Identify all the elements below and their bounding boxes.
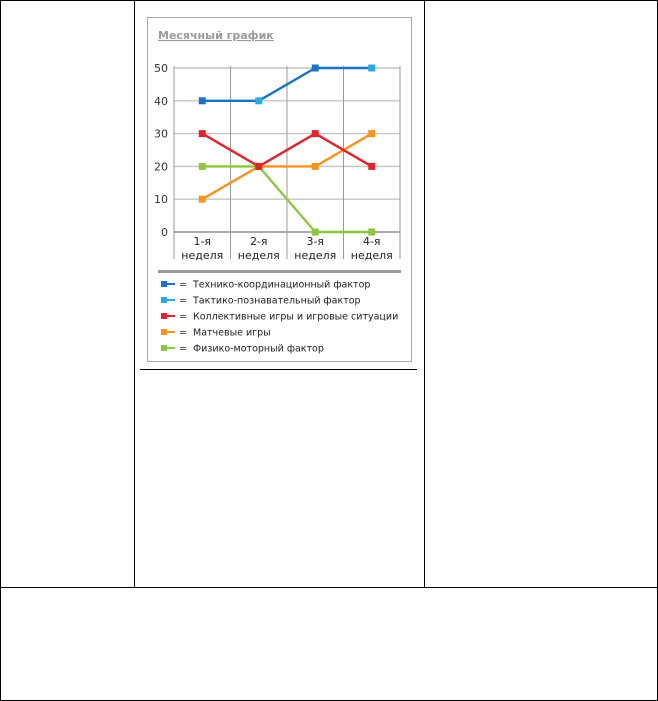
y-tick-label: 0 — [161, 226, 168, 239]
monthly-chart — [148, 18, 411, 361]
data-point-marker — [312, 229, 319, 236]
chart-title: Месячный график — [158, 29, 274, 42]
y-tick-label: 10 — [154, 193, 168, 207]
data-point-marker — [255, 97, 262, 104]
y-tick-label: 20 — [154, 160, 168, 174]
legend-label: Тактико-познавательный фактор — [193, 295, 361, 307]
table-cell-left — [0, 0, 135, 588]
x-tick-label: 4-я — [362, 235, 381, 248]
legend-equals: = — [179, 295, 188, 307]
x-tick-label: неделя — [294, 249, 337, 262]
legend-equals: = — [179, 279, 188, 291]
table-cell-bottom — [0, 587, 658, 701]
legend-label: Технико-координационный фактор — [193, 279, 371, 291]
legend-equals: = — [179, 311, 188, 323]
table-cell-right — [424, 0, 658, 588]
x-tick-label: неделя — [181, 249, 224, 262]
data-point-marker — [368, 163, 375, 170]
data-point-marker — [368, 130, 375, 137]
legend-swatch-marker — [161, 313, 167, 319]
x-tick-label: 1-я — [193, 235, 212, 248]
chart-frame — [147, 17, 412, 362]
legend-label: Матчевые игры — [193, 327, 271, 339]
data-point-marker — [255, 163, 262, 170]
x-tick-label: 3-я — [306, 235, 325, 248]
data-point-marker — [312, 65, 319, 72]
legend-swatch-marker — [161, 281, 167, 287]
chart-separator-line — [140, 369, 417, 370]
x-tick-label: неделя — [350, 249, 393, 262]
data-point-marker — [312, 130, 319, 137]
y-tick-label: 50 — [154, 62, 168, 75]
legend-equals: = — [179, 343, 188, 355]
legend-label: Физико-моторный фактор — [193, 343, 324, 355]
y-tick-label: 30 — [154, 127, 168, 141]
legend-label: Коллективные игры и игровые ситуации — [193, 311, 399, 323]
legend-swatch-marker — [161, 329, 167, 335]
legend-swatch-marker — [161, 345, 167, 351]
data-point-marker — [199, 130, 206, 137]
data-point-marker — [368, 65, 375, 72]
x-tick-label: неделя — [237, 249, 280, 262]
data-point-marker — [368, 229, 375, 236]
legend-swatch-marker — [161, 297, 167, 303]
x-tick-label: 2-я — [249, 235, 268, 248]
data-point-marker — [199, 97, 206, 104]
legend-equals: = — [179, 327, 188, 339]
data-point-marker — [199, 163, 206, 170]
y-tick-label: 40 — [154, 94, 168, 108]
data-point-marker — [199, 196, 206, 203]
legend-divider — [158, 270, 401, 273]
data-point-marker — [312, 163, 319, 170]
